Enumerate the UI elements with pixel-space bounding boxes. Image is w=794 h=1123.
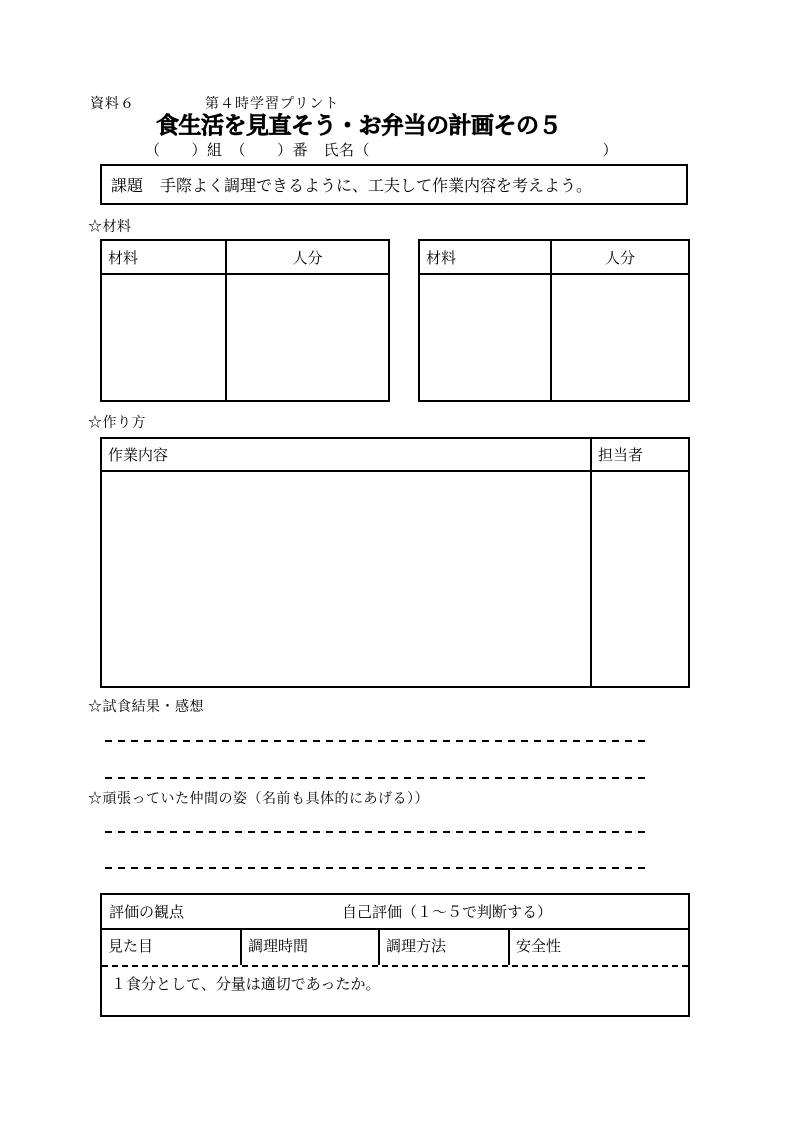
servings-col-header: 人分 [604, 249, 635, 267]
servings-col-header: 人分 [292, 249, 323, 267]
evaluation-viewpoint-label: 評価の観点 [109, 904, 185, 921]
teamwork-heading: ☆頑張っていた仲間の姿（名前も具体的にあげる）） [88, 790, 429, 806]
materials-table-left [100, 239, 390, 402]
work-content-col-header: 作業内容 [102, 439, 592, 470]
evaluation-header-row [102, 895, 688, 930]
tasting-heading: ☆試食結果・感想 [88, 698, 204, 714]
self-evaluation-label: 自己評価（１～５で判断する） [342, 904, 553, 921]
fill-in-line[interactable] [105, 867, 645, 869]
task-label: 課題 [111, 178, 144, 195]
ingredient-col-header: 材料 [420, 241, 552, 273]
main-title: 食生活を見直そう・お弁当の計画その５ [156, 112, 561, 138]
resource-label: 資料６ [90, 95, 135, 111]
materials-table-right [418, 239, 690, 402]
ingredient-input-area[interactable] [102, 275, 227, 400]
criterion-cooking-method: 調理方法 [380, 930, 510, 965]
evaluation-question: １食分として、分量は適切であったか。 [111, 976, 381, 993]
procedure-table [100, 437, 690, 688]
person-in-charge-input-area[interactable] [592, 472, 688, 686]
criterion-safety: 安全性 [516, 938, 562, 955]
servings-input-area[interactable] [552, 275, 688, 400]
evaluation-table [100, 893, 690, 1017]
lesson-label: 第４時学習プリント [205, 95, 340, 111]
task-box [100, 164, 688, 205]
fill-in-line[interactable] [105, 777, 645, 779]
procedure-heading: ☆作り方 [88, 414, 146, 430]
class-number-name-line: （ ）組 （ ）番 氏名（ ） [145, 142, 619, 159]
ingredient-col-header: 材料 [102, 241, 227, 273]
fill-in-line[interactable] [105, 740, 645, 742]
ingredient-input-area[interactable] [420, 275, 552, 400]
person-in-charge-col-header: 担当者 [598, 447, 644, 464]
evaluation-criteria-row [102, 930, 688, 967]
fill-in-line[interactable] [105, 831, 645, 833]
criterion-cooking-time: 調理時間 [242, 930, 380, 965]
task-text: 手際よく調理できるように、工夫して作業内容を考えよう。 [160, 178, 593, 195]
materials-heading: ☆材料 [88, 218, 132, 234]
servings-input-area[interactable] [227, 275, 388, 400]
criterion-appearance: 見た目 [102, 930, 242, 965]
work-content-input-area[interactable] [102, 472, 592, 686]
